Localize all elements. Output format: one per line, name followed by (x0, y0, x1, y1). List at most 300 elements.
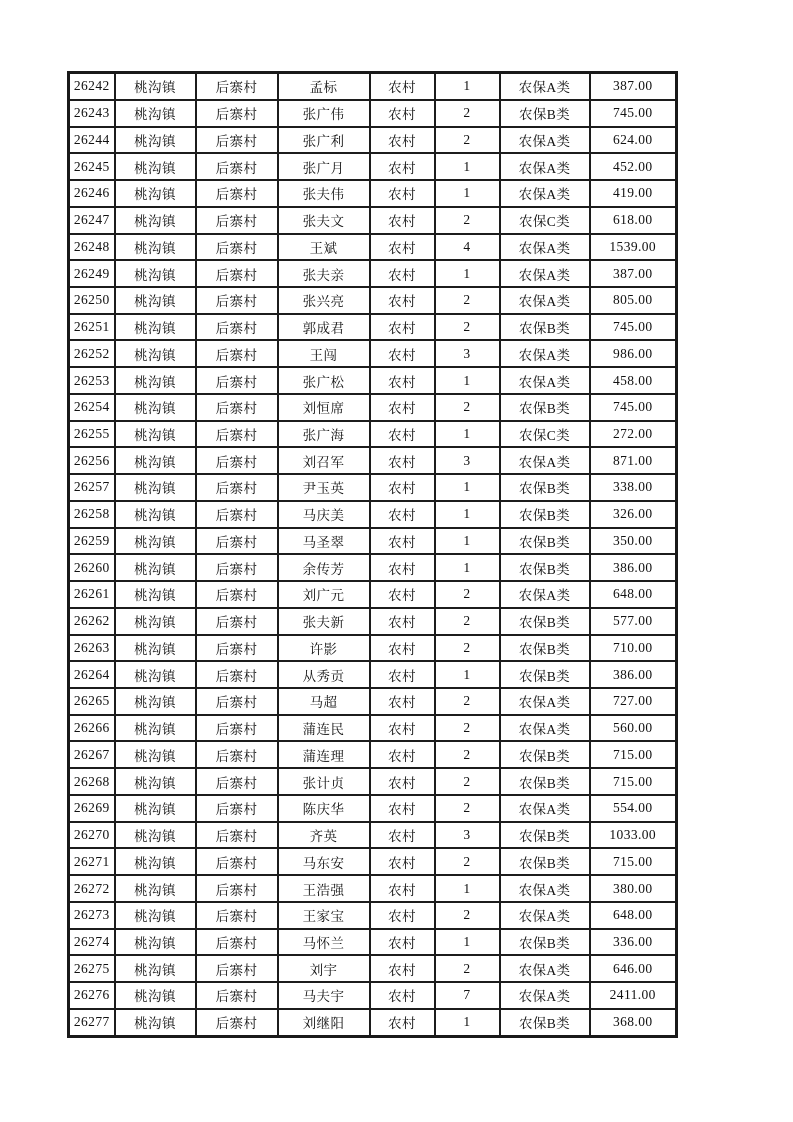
cell-record-id: 26259 (69, 528, 115, 555)
cell-name: 马圣翠 (278, 528, 370, 555)
cell-amount: 419.00 (590, 180, 677, 207)
cell-record-id: 26245 (69, 153, 115, 180)
cell-residence-type: 农村 (370, 394, 435, 421)
table-row (69, 260, 677, 287)
cell-town: 桃沟镇 (115, 554, 196, 581)
table-row (69, 768, 677, 795)
table-row (69, 875, 677, 902)
cell-record-id: 26271 (69, 848, 115, 875)
cell-village: 后寨村 (196, 741, 278, 768)
cell-village: 后寨村 (196, 153, 278, 180)
cell-name: 王斌 (278, 234, 370, 261)
cell-record-id: 26255 (69, 421, 115, 448)
table-row (69, 982, 677, 1009)
cell-town: 桃沟镇 (115, 314, 196, 341)
cell-person-count: 2 (435, 768, 500, 795)
cell-town: 桃沟镇 (115, 100, 196, 127)
cell-insurance-category: 农保B类 (500, 528, 590, 555)
cell-town: 桃沟镇 (115, 234, 196, 261)
cell-amount: 745.00 (590, 314, 677, 341)
table-row (69, 581, 677, 608)
cell-name: 马超 (278, 688, 370, 715)
cell-town: 桃沟镇 (115, 581, 196, 608)
cell-insurance-category: 农保A类 (500, 260, 590, 287)
cell-name: 王家宝 (278, 902, 370, 929)
cell-insurance-category: 农保A类 (500, 581, 590, 608)
cell-residence-type: 农村 (370, 608, 435, 635)
table-body (69, 73, 677, 1037)
cell-residence-type: 农村 (370, 340, 435, 367)
cell-insurance-category: 农保B类 (500, 501, 590, 528)
cell-name: 张广月 (278, 153, 370, 180)
cell-village: 后寨村 (196, 982, 278, 1009)
cell-amount: 577.00 (590, 608, 677, 635)
cell-residence-type: 农村 (370, 73, 435, 100)
cell-amount: 646.00 (590, 955, 677, 982)
cell-residence-type: 农村 (370, 447, 435, 474)
cell-person-count: 2 (435, 207, 500, 234)
cell-village: 后寨村 (196, 314, 278, 341)
table-row (69, 314, 677, 341)
cell-person-count: 2 (435, 608, 500, 635)
cell-record-id: 26272 (69, 875, 115, 902)
cell-village: 后寨村 (196, 367, 278, 394)
cell-name: 马怀兰 (278, 929, 370, 956)
cell-person-count: 2 (435, 955, 500, 982)
cell-insurance-category: 农保A类 (500, 73, 590, 100)
cell-insurance-category: 农保A类 (500, 447, 590, 474)
cell-amount: 272.00 (590, 421, 677, 448)
cell-village: 后寨村 (196, 260, 278, 287)
cell-residence-type: 农村 (370, 234, 435, 261)
cell-name: 张夫亲 (278, 260, 370, 287)
table-row (69, 153, 677, 180)
cell-village: 后寨村 (196, 955, 278, 982)
cell-town: 桃沟镇 (115, 73, 196, 100)
cell-residence-type: 农村 (370, 929, 435, 956)
cell-name: 张广伟 (278, 100, 370, 127)
cell-village: 后寨村 (196, 73, 278, 100)
cell-record-id: 26250 (69, 287, 115, 314)
cell-insurance-category: 农保A类 (500, 340, 590, 367)
cell-name: 张夫伟 (278, 180, 370, 207)
cell-insurance-category: 农保A类 (500, 287, 590, 314)
cell-person-count: 3 (435, 447, 500, 474)
cell-amount: 452.00 (590, 153, 677, 180)
cell-insurance-category: 农保B类 (500, 635, 590, 662)
table-row (69, 715, 677, 742)
cell-residence-type: 农村 (370, 581, 435, 608)
cell-insurance-category: 农保B类 (500, 661, 590, 688)
cell-name: 郭成君 (278, 314, 370, 341)
cell-residence-type: 农村 (370, 260, 435, 287)
cell-village: 后寨村 (196, 875, 278, 902)
cell-name: 张夫新 (278, 608, 370, 635)
cell-person-count: 2 (435, 795, 500, 822)
table-row (69, 394, 677, 421)
cell-amount: 710.00 (590, 635, 677, 662)
cell-village: 后寨村 (196, 581, 278, 608)
cell-insurance-category: 农保B类 (500, 768, 590, 795)
cell-person-count: 2 (435, 902, 500, 929)
cell-record-id: 26256 (69, 447, 115, 474)
cell-person-count: 7 (435, 982, 500, 1009)
cell-record-id: 26269 (69, 795, 115, 822)
cell-amount: 386.00 (590, 554, 677, 581)
table-row (69, 100, 677, 127)
cell-person-count: 1 (435, 367, 500, 394)
cell-name: 王浩强 (278, 875, 370, 902)
cell-insurance-category: 农保B类 (500, 554, 590, 581)
cell-town: 桃沟镇 (115, 180, 196, 207)
cell-record-id: 26260 (69, 554, 115, 581)
cell-record-id: 26249 (69, 260, 115, 287)
cell-village: 后寨村 (196, 234, 278, 261)
cell-insurance-category: 农保C类 (500, 207, 590, 234)
cell-residence-type: 农村 (370, 688, 435, 715)
cell-insurance-category: 农保B类 (500, 848, 590, 875)
cell-record-id: 26262 (69, 608, 115, 635)
cell-residence-type: 农村 (370, 127, 435, 154)
cell-insurance-category: 农保A类 (500, 955, 590, 982)
cell-village: 后寨村 (196, 929, 278, 956)
cell-amount: 648.00 (590, 902, 677, 929)
table-row (69, 608, 677, 635)
cell-record-id: 26246 (69, 180, 115, 207)
cell-record-id: 26253 (69, 367, 115, 394)
table-row (69, 929, 677, 956)
cell-name: 从秀贡 (278, 661, 370, 688)
cell-insurance-category: 农保B类 (500, 608, 590, 635)
cell-amount: 871.00 (590, 447, 677, 474)
cell-village: 后寨村 (196, 421, 278, 448)
cell-town: 桃沟镇 (115, 287, 196, 314)
cell-name: 刘召军 (278, 447, 370, 474)
cell-record-id: 26247 (69, 207, 115, 234)
cell-person-count: 2 (435, 314, 500, 341)
cell-insurance-category: 农保A类 (500, 795, 590, 822)
cell-name: 马夫宇 (278, 982, 370, 1009)
cell-town: 桃沟镇 (115, 608, 196, 635)
cell-village: 后寨村 (196, 127, 278, 154)
cell-person-count: 2 (435, 127, 500, 154)
cell-residence-type: 农村 (370, 474, 435, 501)
cell-record-id: 26277 (69, 1009, 115, 1037)
cell-village: 后寨村 (196, 635, 278, 662)
cell-village: 后寨村 (196, 795, 278, 822)
cell-name: 张兴亮 (278, 287, 370, 314)
cell-record-id: 26264 (69, 661, 115, 688)
cell-amount: 745.00 (590, 394, 677, 421)
cell-name: 张广海 (278, 421, 370, 448)
table-row (69, 180, 677, 207)
cell-amount: 336.00 (590, 929, 677, 956)
cell-village: 后寨村 (196, 100, 278, 127)
cell-record-id: 26257 (69, 474, 115, 501)
cell-person-count: 3 (435, 340, 500, 367)
table-row (69, 554, 677, 581)
table-row (69, 447, 677, 474)
cell-record-id: 26251 (69, 314, 115, 341)
cell-amount: 368.00 (590, 1009, 677, 1037)
cell-residence-type: 农村 (370, 661, 435, 688)
table-row (69, 528, 677, 555)
cell-residence-type: 农村 (370, 768, 435, 795)
cell-record-id: 26274 (69, 929, 115, 956)
cell-residence-type: 农村 (370, 528, 435, 555)
cell-person-count: 2 (435, 581, 500, 608)
table-row (69, 421, 677, 448)
cell-amount: 326.00 (590, 501, 677, 528)
table-row (69, 207, 677, 234)
cell-amount: 715.00 (590, 768, 677, 795)
cell-insurance-category: 农保B类 (500, 100, 590, 127)
cell-name: 尹玉英 (278, 474, 370, 501)
table-row (69, 287, 677, 314)
cell-record-id: 26248 (69, 234, 115, 261)
cell-person-count: 1 (435, 554, 500, 581)
table-row (69, 688, 677, 715)
cell-name: 蒲连民 (278, 715, 370, 742)
cell-name: 刘广元 (278, 581, 370, 608)
cell-residence-type: 农村 (370, 287, 435, 314)
cell-residence-type: 农村 (370, 715, 435, 742)
cell-amount: 380.00 (590, 875, 677, 902)
table-row (69, 795, 677, 822)
cell-insurance-category: 农保A类 (500, 127, 590, 154)
cell-amount: 727.00 (590, 688, 677, 715)
cell-village: 后寨村 (196, 661, 278, 688)
cell-person-count: 2 (435, 287, 500, 314)
cell-amount: 648.00 (590, 581, 677, 608)
cell-residence-type: 农村 (370, 982, 435, 1009)
cell-record-id: 26266 (69, 715, 115, 742)
cell-person-count: 2 (435, 394, 500, 421)
cell-insurance-category: 农保A类 (500, 902, 590, 929)
cell-amount: 1539.00 (590, 234, 677, 261)
cell-town: 桃沟镇 (115, 795, 196, 822)
cell-record-id: 26267 (69, 741, 115, 768)
cell-name: 许影 (278, 635, 370, 662)
cell-amount: 624.00 (590, 127, 677, 154)
cell-town: 桃沟镇 (115, 207, 196, 234)
cell-name: 张广松 (278, 367, 370, 394)
cell-town: 桃沟镇 (115, 528, 196, 555)
cell-person-count: 1 (435, 153, 500, 180)
table-row (69, 501, 677, 528)
cell-amount: 715.00 (590, 741, 677, 768)
cell-village: 后寨村 (196, 554, 278, 581)
table-row (69, 902, 677, 929)
cell-record-id: 26242 (69, 73, 115, 100)
cell-village: 后寨村 (196, 768, 278, 795)
cell-town: 桃沟镇 (115, 421, 196, 448)
cell-person-count: 2 (435, 848, 500, 875)
cell-insurance-category: 农保A类 (500, 234, 590, 261)
cell-record-id: 26243 (69, 100, 115, 127)
cell-amount: 986.00 (590, 340, 677, 367)
cell-town: 桃沟镇 (115, 367, 196, 394)
table-row (69, 741, 677, 768)
cell-amount: 350.00 (590, 528, 677, 555)
cell-amount: 618.00 (590, 207, 677, 234)
cell-person-count: 1 (435, 260, 500, 287)
cell-insurance-category: 农保B类 (500, 474, 590, 501)
cell-residence-type: 农村 (370, 100, 435, 127)
cell-village: 后寨村 (196, 180, 278, 207)
cell-town: 桃沟镇 (115, 902, 196, 929)
cell-name: 王闯 (278, 340, 370, 367)
cell-village: 后寨村 (196, 822, 278, 849)
cell-insurance-category: 农保B类 (500, 929, 590, 956)
cell-person-count: 1 (435, 501, 500, 528)
cell-record-id: 26276 (69, 982, 115, 1009)
cell-record-id: 26254 (69, 394, 115, 421)
table-row (69, 661, 677, 688)
cell-town: 桃沟镇 (115, 741, 196, 768)
cell-residence-type: 农村 (370, 1009, 435, 1037)
cell-record-id: 26265 (69, 688, 115, 715)
table-row (69, 822, 677, 849)
cell-town: 桃沟镇 (115, 260, 196, 287)
cell-person-count: 1 (435, 875, 500, 902)
cell-town: 桃沟镇 (115, 340, 196, 367)
cell-name: 马庆美 (278, 501, 370, 528)
table-row (69, 234, 677, 261)
cell-insurance-category: 农保B类 (500, 1009, 590, 1037)
cell-residence-type: 农村 (370, 875, 435, 902)
cell-residence-type: 农村 (370, 207, 435, 234)
cell-amount: 745.00 (590, 100, 677, 127)
cell-amount: 805.00 (590, 287, 677, 314)
cell-town: 桃沟镇 (115, 982, 196, 1009)
table-row (69, 1009, 677, 1037)
cell-person-count: 1 (435, 421, 500, 448)
cell-name: 孟标 (278, 73, 370, 100)
cell-village: 后寨村 (196, 1009, 278, 1037)
cell-town: 桃沟镇 (115, 822, 196, 849)
cell-town: 桃沟镇 (115, 635, 196, 662)
table-row (69, 474, 677, 501)
table-row (69, 367, 677, 394)
cell-record-id: 26258 (69, 501, 115, 528)
cell-amount: 560.00 (590, 715, 677, 742)
cell-name: 马东安 (278, 848, 370, 875)
cell-village: 后寨村 (196, 848, 278, 875)
cell-town: 桃沟镇 (115, 1009, 196, 1037)
cell-town: 桃沟镇 (115, 661, 196, 688)
cell-amount: 2411.00 (590, 982, 677, 1009)
cell-residence-type: 农村 (370, 822, 435, 849)
cell-insurance-category: 农保A类 (500, 180, 590, 207)
cell-town: 桃沟镇 (115, 447, 196, 474)
cell-insurance-category: 农保A类 (500, 688, 590, 715)
cell-person-count: 1 (435, 73, 500, 100)
cell-amount: 387.00 (590, 260, 677, 287)
cell-record-id: 26268 (69, 768, 115, 795)
cell-person-count: 3 (435, 822, 500, 849)
cell-name: 刘宇 (278, 955, 370, 982)
cell-residence-type: 农村 (370, 902, 435, 929)
cell-insurance-category: 农保A类 (500, 875, 590, 902)
cell-insurance-category: 农保B类 (500, 741, 590, 768)
cell-amount: 387.00 (590, 73, 677, 100)
cell-person-count: 1 (435, 661, 500, 688)
cell-residence-type: 农村 (370, 180, 435, 207)
table-row (69, 955, 677, 982)
cell-name: 陈庆华 (278, 795, 370, 822)
cell-village: 后寨村 (196, 528, 278, 555)
cell-person-count: 1 (435, 1009, 500, 1037)
cell-insurance-category: 农保B类 (500, 822, 590, 849)
cell-village: 后寨村 (196, 207, 278, 234)
cell-person-count: 4 (435, 234, 500, 261)
cell-town: 桃沟镇 (115, 955, 196, 982)
cell-amount: 1033.00 (590, 822, 677, 849)
cell-village: 后寨村 (196, 688, 278, 715)
cell-village: 后寨村 (196, 501, 278, 528)
cell-name: 齐英 (278, 822, 370, 849)
cell-amount: 554.00 (590, 795, 677, 822)
cell-residence-type: 农村 (370, 501, 435, 528)
cell-insurance-category: 农保B类 (500, 314, 590, 341)
table-row (69, 127, 677, 154)
pension-roster-table (67, 71, 678, 1038)
table-row (69, 340, 677, 367)
cell-residence-type: 农村 (370, 421, 435, 448)
cell-record-id: 26252 (69, 340, 115, 367)
cell-residence-type: 农村 (370, 153, 435, 180)
cell-residence-type: 农村 (370, 955, 435, 982)
cell-record-id: 26244 (69, 127, 115, 154)
cell-name: 张计贞 (278, 768, 370, 795)
cell-village: 后寨村 (196, 902, 278, 929)
cell-person-count: 1 (435, 929, 500, 956)
cell-town: 桃沟镇 (115, 875, 196, 902)
cell-town: 桃沟镇 (115, 153, 196, 180)
cell-insurance-category: 农保C类 (500, 421, 590, 448)
cell-name: 刘继阳 (278, 1009, 370, 1037)
cell-residence-type: 农村 (370, 554, 435, 581)
cell-town: 桃沟镇 (115, 474, 196, 501)
cell-town: 桃沟镇 (115, 688, 196, 715)
cell-village: 后寨村 (196, 447, 278, 474)
cell-town: 桃沟镇 (115, 394, 196, 421)
cell-town: 桃沟镇 (115, 848, 196, 875)
cell-town: 桃沟镇 (115, 127, 196, 154)
cell-residence-type: 农村 (370, 314, 435, 341)
cell-person-count: 2 (435, 635, 500, 662)
cell-town: 桃沟镇 (115, 501, 196, 528)
cell-person-count: 2 (435, 715, 500, 742)
cell-record-id: 26263 (69, 635, 115, 662)
cell-person-count: 1 (435, 528, 500, 555)
cell-village: 后寨村 (196, 394, 278, 421)
cell-person-count: 2 (435, 688, 500, 715)
cell-person-count: 1 (435, 474, 500, 501)
cell-amount: 715.00 (590, 848, 677, 875)
cell-name: 张广利 (278, 127, 370, 154)
cell-amount: 458.00 (590, 367, 677, 394)
cell-village: 后寨村 (196, 287, 278, 314)
cell-town: 桃沟镇 (115, 929, 196, 956)
cell-insurance-category: 农保A类 (500, 367, 590, 394)
cell-person-count: 2 (435, 100, 500, 127)
cell-town: 桃沟镇 (115, 715, 196, 742)
cell-residence-type: 农村 (370, 635, 435, 662)
cell-residence-type: 农村 (370, 795, 435, 822)
cell-record-id: 26261 (69, 581, 115, 608)
